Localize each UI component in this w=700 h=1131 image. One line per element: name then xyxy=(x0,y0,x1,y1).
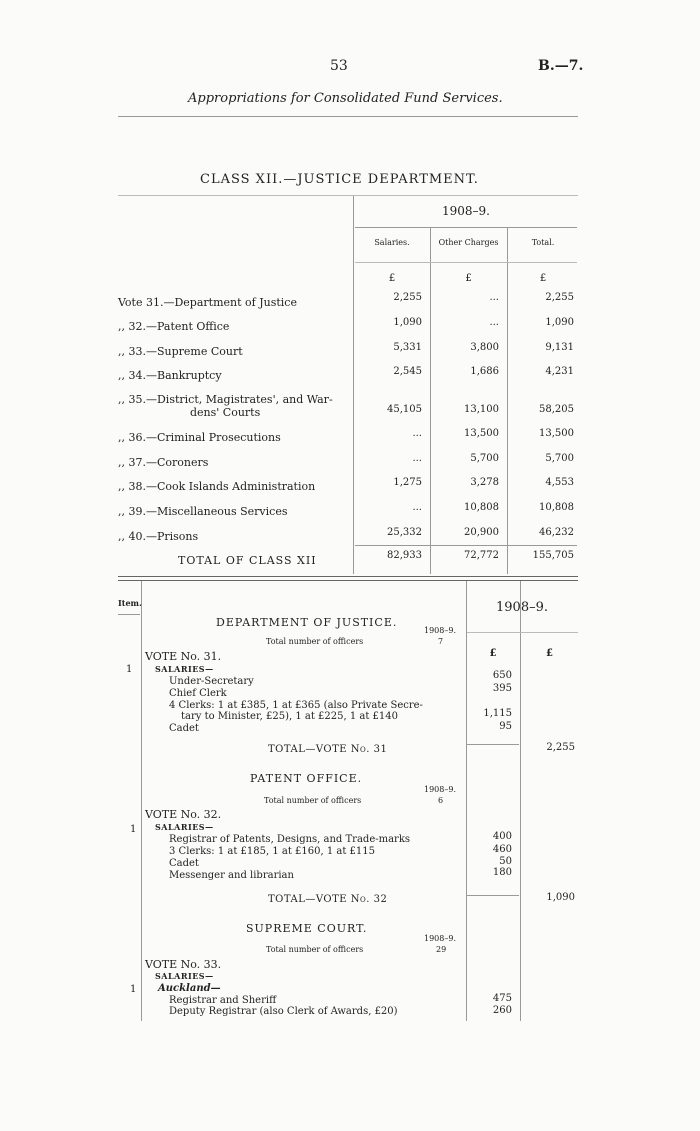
supreme-item-number: 1 xyxy=(130,984,137,995)
header-rule xyxy=(118,116,578,117)
supreme-line-amount: 260 xyxy=(492,1005,512,1016)
summary-row-other: 3,800 xyxy=(470,342,499,353)
summary-row-salaries: ... xyxy=(412,453,422,464)
col-other-header: Other Charges xyxy=(438,238,499,247)
detail-year: 1908–9. xyxy=(496,600,548,615)
summary-row-total: 4,231 xyxy=(545,366,574,377)
summary-row-other: ... xyxy=(489,317,499,328)
summary-row-label: Vote 31.—Department of Justice xyxy=(118,296,297,309)
justice-officers-count: 7 xyxy=(438,637,444,646)
running-title: Appropriations for Consolidated Fund Services. xyxy=(188,91,503,106)
summary-row-salaries: 1,090 xyxy=(393,317,422,328)
justice-line: tary to Minister, £25), 1 at £225, 1 at £140 xyxy=(181,711,398,722)
item-column-divider xyxy=(141,581,142,1021)
patent-officers-year: 1908–9. xyxy=(424,785,456,794)
supreme-officers-year: 1908–9. xyxy=(424,934,456,943)
justice-line-amount: 650 xyxy=(492,670,512,681)
summary-label-divider xyxy=(353,196,354,574)
patent-total-label: TOTAL—VOTE No. 32 xyxy=(268,894,388,905)
summary-row-total: 5,700 xyxy=(545,453,574,464)
summary-row-salaries: 5,331 xyxy=(393,342,422,353)
justice-officers-label: Total number of officers xyxy=(266,637,364,646)
summary-row-other: 1,686 xyxy=(470,366,499,377)
summary-row-label: ,, 33.—Supreme Court xyxy=(118,345,243,358)
supreme-salaries-heading: SALARIES— xyxy=(155,971,214,981)
patent-line-amount: 460 xyxy=(492,844,512,855)
patent-item-number: 1 xyxy=(130,824,137,835)
currency-total: £ xyxy=(539,273,547,284)
item-column-header: Item. xyxy=(118,598,142,608)
summary-year-rule xyxy=(355,227,577,228)
summary-row-label: ,, 34.—Bankruptcy xyxy=(118,369,222,382)
supreme-line: Registrar and Sheriff xyxy=(169,995,277,1006)
col-total-header: Total. xyxy=(531,238,555,247)
summary-row-label: ,, 35.—District, Magistrates', and War- xyxy=(118,393,333,406)
summary-row-salaries: ... xyxy=(412,428,422,439)
col-salaries-header: Salaries. xyxy=(374,238,410,247)
patent-vote: VOTE No. 32. xyxy=(145,808,222,821)
patent-line: 3 Clerks: 1 at £185, 1 at £160, 1 at £115 xyxy=(169,846,375,857)
summary-row-salaries: 2,255 xyxy=(393,292,422,303)
justice-total-rule xyxy=(467,744,519,745)
summary-row-salaries: 2,545 xyxy=(393,366,422,377)
summary-row-other: 10,808 xyxy=(464,502,499,513)
justice-line: Cadet xyxy=(169,723,199,734)
detail-top-rule xyxy=(118,576,578,577)
supreme-vote: VOTE No. 33. xyxy=(145,958,222,971)
summary-row-label: ,, 38.—Cook Islands Administration xyxy=(118,480,316,493)
page-number: 53 xyxy=(330,58,348,74)
summary-row-label: ,, 32.—Patent Office xyxy=(118,320,230,333)
summary-row-label: ,, 36.—Criminal Prosecutions xyxy=(118,431,281,444)
summary-total-label: TOTAL OF CLASS XII xyxy=(178,554,317,567)
summary-row-label-continued: dens' Courts xyxy=(190,406,261,419)
item-header-rule xyxy=(118,614,140,615)
justice-salaries-heading: SALARIES— xyxy=(155,664,214,674)
justice-total: 2,255 xyxy=(546,742,575,753)
summary-total-salaries: 82,933 xyxy=(387,550,422,561)
summary-row-total: 4,553 xyxy=(545,477,574,488)
patent-total: 1,090 xyxy=(546,892,575,903)
justice-total-label: TOTAL—VOTE No. 31 xyxy=(268,744,388,755)
summary-row-other: 13,500 xyxy=(464,428,499,439)
patent-line: Cadet xyxy=(169,858,199,869)
currency-other: £ xyxy=(465,273,472,284)
summary-year: 1908–9. xyxy=(442,204,490,218)
justice-vote: VOTE No. 31. xyxy=(145,650,222,663)
patent-salaries-heading: SALARIES— xyxy=(155,822,214,832)
detail-currency-items: £ xyxy=(489,648,497,659)
summary-total-total: 155,705 xyxy=(532,550,574,561)
summary-row-label: ,, 40.—Prisons xyxy=(118,530,199,543)
justice-title: DEPARTMENT OF JUSTICE. xyxy=(216,616,398,629)
justice-line-amount: 1,115 xyxy=(483,708,512,719)
supreme-title: SUPREME COURT. xyxy=(246,922,368,935)
justice-officers-year: 1908–9. xyxy=(424,626,456,635)
summary-row-other: 13,100 xyxy=(464,404,499,415)
patent-line: Registrar of Patents, Designs, and Trade-marks xyxy=(169,834,411,845)
summary-row-salaries: 1,275 xyxy=(393,477,422,488)
document-code: B.—7. xyxy=(538,58,584,74)
justice-item-number: 1 xyxy=(126,664,133,675)
supreme-officers-count: 29 xyxy=(436,945,447,954)
summary-top-rule xyxy=(118,195,578,196)
detail-year-rule xyxy=(467,632,578,633)
detail-amount-divider-2 xyxy=(520,581,521,1021)
summary-row-total: 46,232 xyxy=(539,527,574,538)
summary-row-other: 20,900 xyxy=(464,527,499,538)
supreme-line-amount: 475 xyxy=(492,993,512,1004)
patent-total-rule xyxy=(467,895,519,896)
summary-row-total: 10,808 xyxy=(539,502,574,513)
detail-top-rule-2 xyxy=(118,580,578,581)
patent-officers-label: Total number of officers xyxy=(264,796,362,805)
supreme-subheading: Auckland— xyxy=(158,983,221,994)
summary-total-other: 72,772 xyxy=(464,550,499,561)
justice-line: 4 Clerks: 1 at £385, 1 at £365 (also Private Secre- xyxy=(169,700,423,711)
summary-row-total: 13,500 xyxy=(539,428,574,439)
patent-officers-count: 6 xyxy=(438,796,444,805)
supreme-officers-label: Total number of officers xyxy=(266,945,364,954)
summary-row-other: ... xyxy=(489,292,499,303)
summary-title: CLASS XII.—JUSTICE DEPARTMENT. xyxy=(200,172,479,187)
justice-line-amount: 395 xyxy=(492,683,512,694)
detail-currency-totals: £ xyxy=(546,648,553,659)
justice-line: Chief Clerk xyxy=(169,688,227,699)
summary-row-total: 1,090 xyxy=(545,317,574,328)
summary-row-total: 58,205 xyxy=(539,404,574,415)
patent-line-amount: 400 xyxy=(492,831,512,842)
summary-row-other: 5,700 xyxy=(470,453,499,464)
summary-row-salaries: 25,332 xyxy=(387,527,422,538)
supreme-line: Deputy Registrar (also Clerk of Awards, £20) xyxy=(169,1006,398,1017)
justice-line: Under-Secretary xyxy=(169,676,254,687)
summary-row-salaries: ... xyxy=(412,502,422,513)
summary-row-label: ,, 39.—Miscellaneous Services xyxy=(118,505,288,518)
summary-row-other: 3,278 xyxy=(470,477,499,488)
summary-header-rule xyxy=(355,262,577,263)
summary-total-rule xyxy=(355,545,577,546)
summary-row-total: 9,131 xyxy=(545,342,574,353)
currency-salaries: £ xyxy=(388,273,396,284)
justice-line-amount: 95 xyxy=(499,721,512,732)
detail-amount-divider-1 xyxy=(466,581,467,1021)
summary-row-total: 2,255 xyxy=(545,292,574,303)
patent-line-amount: 180 xyxy=(492,867,512,878)
summary-row-label: ,, 37.—Coroners xyxy=(118,456,209,469)
patent-line-amount: 50 xyxy=(499,856,512,867)
patent-line: Messenger and librarian xyxy=(169,870,294,881)
patent-title: PATENT OFFICE. xyxy=(250,772,363,785)
summary-row-salaries: 45,105 xyxy=(387,404,422,415)
